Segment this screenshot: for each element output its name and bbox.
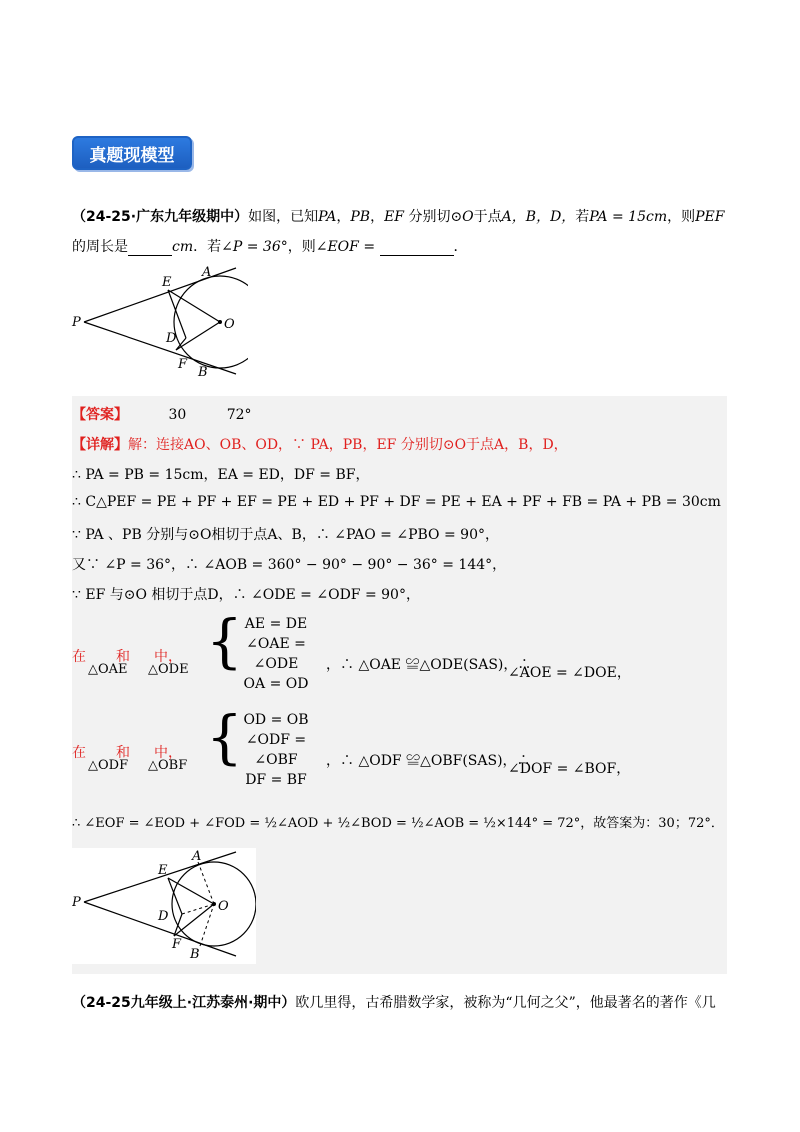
detail-line-3: ∴ C△PEF = PE + PF + EF = PE + ED + PF + DF = PE + EA + PF + FB = PA + PB = 30cm [72, 494, 721, 510]
question-1-line-2: 的周长是 cm．若∠P = 36°，则∠EOF = ． [72, 239, 468, 255]
geometry-figure-1 [68, 262, 248, 382]
label-e-2: E [158, 863, 168, 878]
system-1-triangle-2: △ODE [148, 662, 189, 677]
label-b-2: B [190, 947, 200, 962]
label-d: D [166, 331, 177, 346]
system-1-equations: AE = DE ∠OAE = ∠ODE OA = OD [243, 616, 309, 692]
detail-line-2: ∴ PA = PB = 15cm，EA = ED，DF = BF， [72, 467, 370, 483]
geometry-figure-2 [72, 848, 256, 964]
system-2-equations: OD = OB ∠ODF = ∠OBF DF = BF [243, 712, 309, 788]
system-1-brace: { [206, 607, 243, 675]
question-2-source: （24-25九年级上·江苏泰州·期中） [72, 995, 296, 1011]
label-b: B [198, 365, 208, 380]
answer-blank-1 [128, 239, 172, 256]
detail-final-line: ∴ ∠EOF = ∠EOD + ∠FOD = ½∠AOD + ½∠BOD = ½∠AOB = ½×144° = 72°，故答案为：30；72°． [72, 816, 724, 831]
system-2-result: ∠DOF = ∠BOF， [508, 761, 631, 777]
answer-2: 72° [226, 407, 252, 423]
detail-line-4: ∵ PA 、PB 分别与⊙O相切于点A、B，∴ ∠PAO = ∠PBO = 90°， [72, 527, 499, 543]
label-a: A [202, 265, 212, 280]
label-d-2: D [158, 909, 169, 924]
label-e: E [162, 275, 172, 290]
label-a-2: A [192, 849, 202, 864]
label-o: O [224, 317, 235, 332]
system-2-prefix: 在 和 中， [72, 745, 182, 761]
detail-line-1: 【详解】解：连接AO、OB、OD，∵ PA，PB，EF 分别切⊙O于点A，B，D， [72, 437, 568, 453]
label-f: F [178, 357, 188, 372]
label-f-2: F [172, 937, 182, 952]
question-1-line-1: （24-25·广东九年级期中）如图，已知PA，PB，EF 分别切⊙O于点A，B，D，若PA = 15cm，则PEF [72, 209, 725, 225]
label-p: P [72, 315, 81, 330]
question-2-line-1: （24-25九年级上·江苏泰州·期中）欧几里得，古希腊数学家，被称为“几何之父”，他最著名的著作《几 [72, 995, 716, 1011]
system-2-triangle-2: △OBF [148, 758, 188, 773]
system-1-result: ∠AOE = ∠DOE， [508, 665, 631, 681]
detail-line-6: ∵ EF 与⊙O 相切于点D，∴ ∠ODE = ∠ODF = 90°， [72, 587, 420, 603]
detail-line-5: 又∵ ∠P = 36°，∴ ∠AOB = 360° − 90° − 90° − 36° = 144°， [72, 557, 507, 573]
section-badge: 真题现模型 [72, 136, 192, 170]
label-o-2: O [218, 899, 229, 914]
system-1-prefix: 在 和 中， [72, 649, 182, 665]
system-2-brace: { [206, 703, 243, 771]
answer-line: 【答案】 30 72° [72, 407, 252, 423]
system-2-conclusion: ，∴ △ODF ≌△OBF(SAS)，∴ [326, 753, 531, 769]
system-1-triangle-1: △OAE [88, 662, 128, 677]
answer-1: 30 [168, 407, 187, 423]
answer-blank-2 [380, 239, 454, 256]
system-1-conclusion: ，∴ △OAE ≌△ODE(SAS)，∴ [326, 657, 532, 673]
question-1-source: （24-25·广东九年级期中） [72, 209, 249, 225]
system-2-triangle-1: △ODF [88, 758, 129, 773]
label-p-2: P [72, 895, 81, 910]
